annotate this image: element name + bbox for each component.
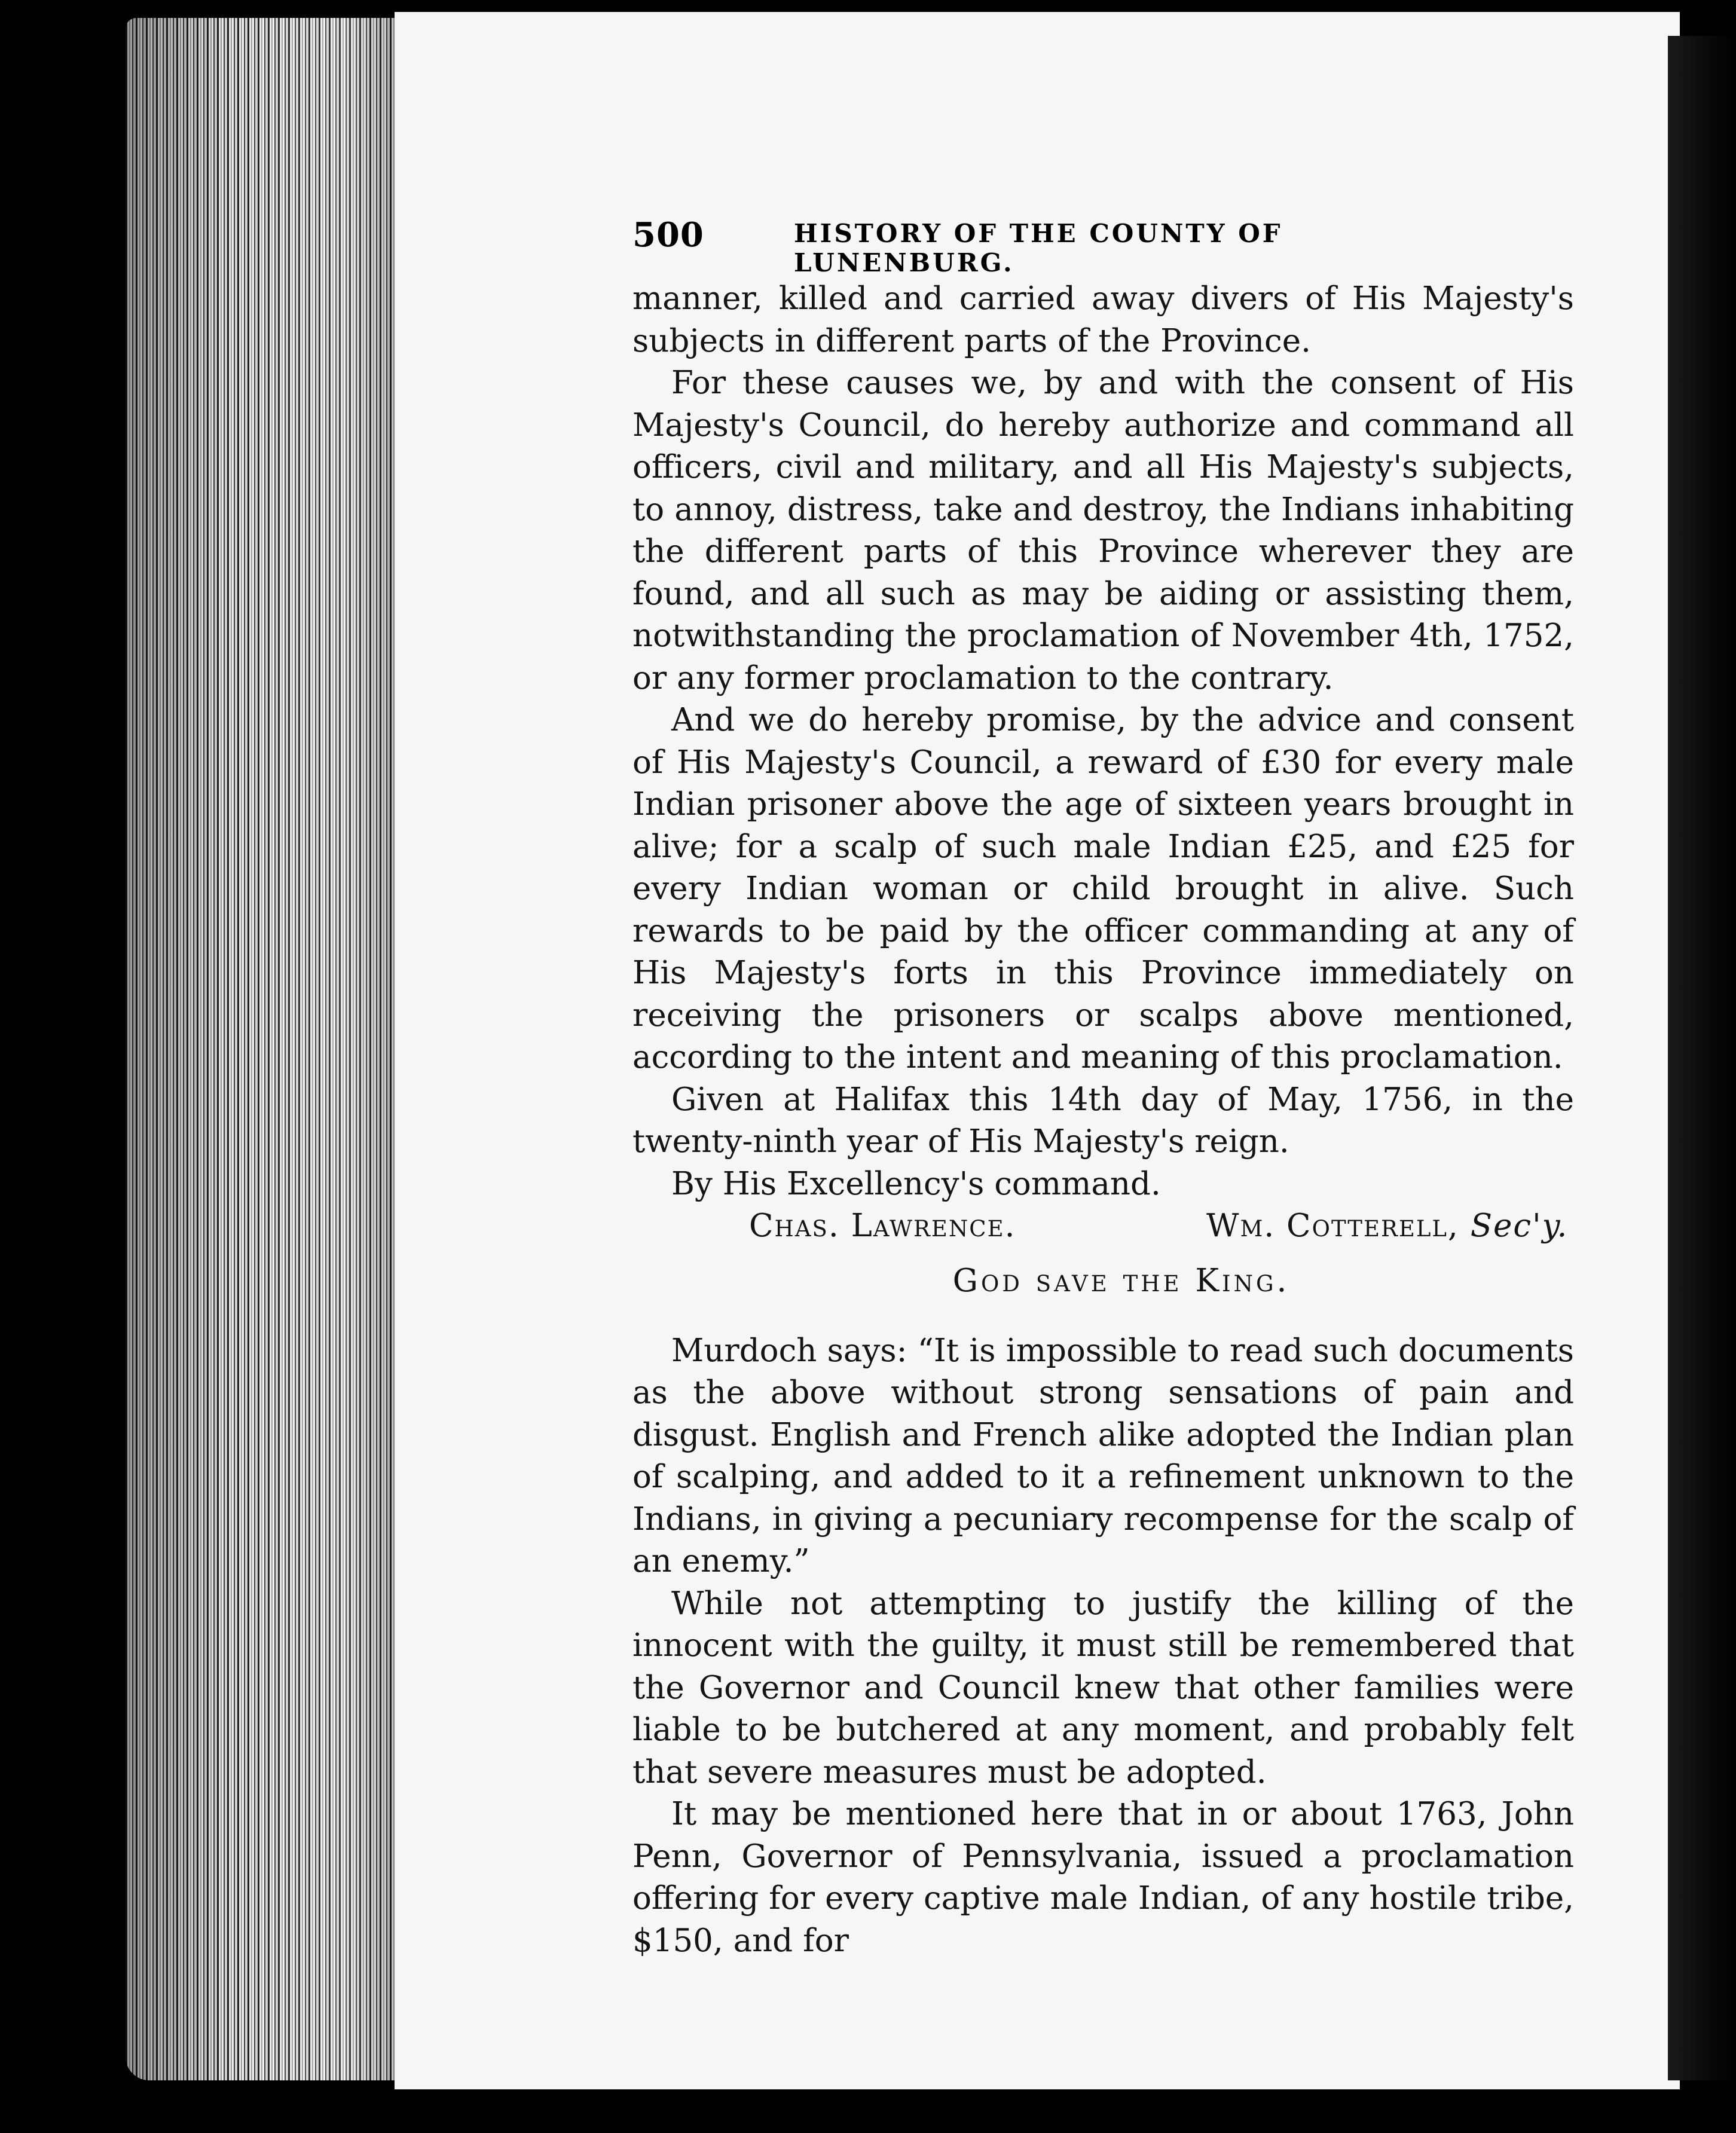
signature-cotterell: [1206, 1205, 1568, 1248]
page-body: [632, 278, 1574, 1962]
closing-line: God save the King.: [952, 1263, 1290, 1299]
paragraph: And we do hereby promise, by the advice and consent of His Majesty's Council, a reward of £30 for every male Indian prisoner above the age of sixteen years brought in alive; for a scalp of such male Indian £25, and £25 for every Indian woman or child brought in alive. Such rewards to be paid by the officer commanding at any of His Majesty's forts in this Province immediately on receiving the prisoners or scalps above mentioned, according to the intent and meaning of this proclamation.: [632, 702, 1574, 1075]
paragraph: It may be mentioned here that in or about 1763, John Penn, Governor of Pennsylvania, issued a proclamation offering for every captive male Indian, of any hostile tribe, $150, and for: [632, 1796, 1574, 1959]
paragraph: While not attempting to justify the killing of the innocent with the guilty, it must still be remembered that the Governor and Council knew that other families were liable to be butchered at any moment, and probably felt that severe measures must be adopted.: [632, 1585, 1574, 1790]
paragraph: For these causes we, by and with the consent of His Majesty's Council, do hereby authorize and command all officers, civil and military, and all His Majesty's subjects, to annoy, distress, take and destroy, the Indians inhabiting the different parts of this Province wherever they are found, and all such as may be aiding or assisting them, notwithstanding the proclamation of November 4th, 1752, or any former proclamation to the contrary.: [632, 365, 1574, 696]
signature-cotterell-name: Wm. Cotterell,: [1206, 1208, 1459, 1244]
signatures: [632, 1205, 1574, 1247]
running-head: [632, 215, 1434, 277]
signature-cotterell-title: Sec'y.: [1470, 1208, 1569, 1244]
paragraph: Murdoch says: “It is impossible to read such documents as the above without strong sensations of pain and disgust. English and French alike adopted the Indian plan of scalping, and added to it a refinement unknown to the Indians, in giving a pecuniary recompense for the scalp of an enemy.”: [632, 1332, 1574, 1579]
paragraph: Given at Halifax this 14th day of May, 1756, in the twenty-ninth year of His Majesty's reign.: [632, 1081, 1574, 1160]
book-edge-shading: [126, 18, 401, 2080]
paragraph: By His Excellency's command.: [671, 1165, 1161, 1202]
running-title: HISTORY OF THE COUNTY OF LUNENBURG.: [794, 219, 1283, 277]
page-number: 500: [632, 215, 704, 255]
paragraph: manner, killed and carried away divers of His Majesty's subjects in different parts of the Province.: [632, 280, 1574, 359]
signature-lawrence: Chas. Lawrence.: [749, 1208, 1016, 1244]
page-gutter-shadow: [1668, 36, 1734, 2080]
